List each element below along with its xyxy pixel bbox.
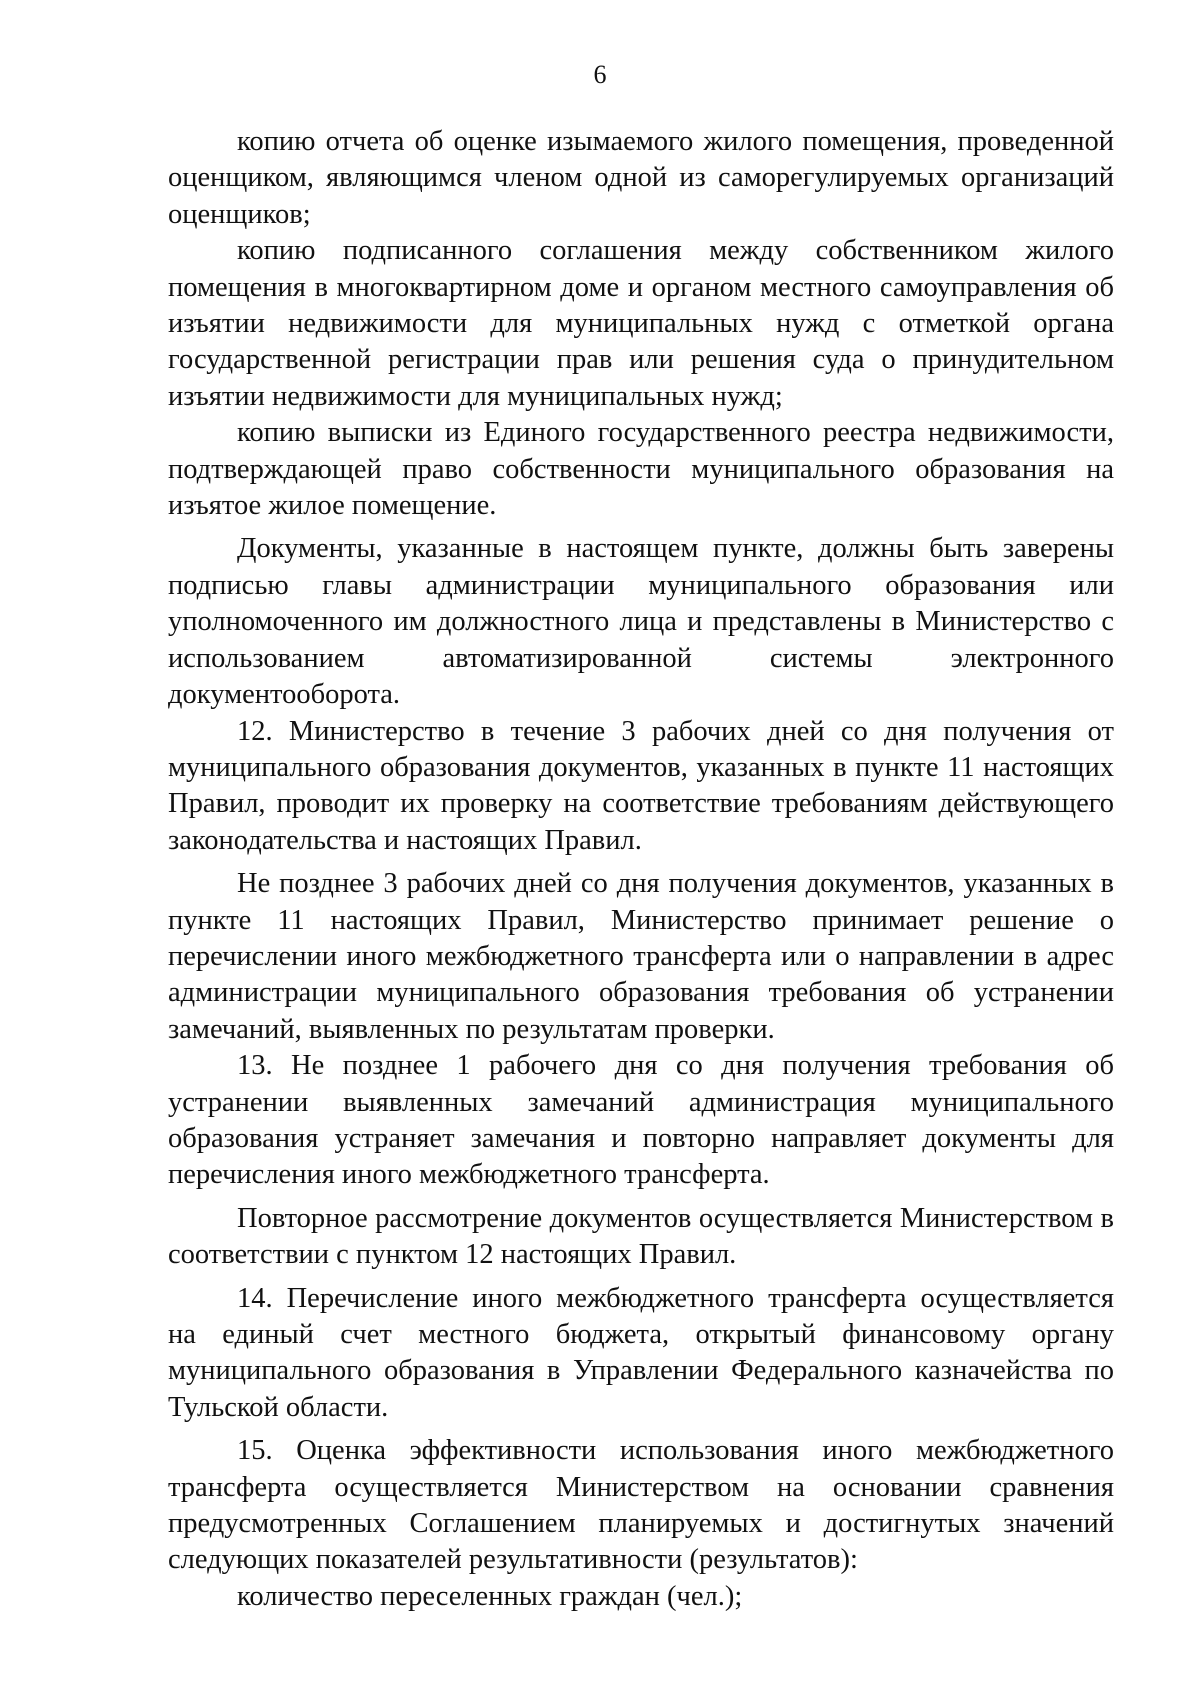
paragraph-repeat-review: Повторное рассмотрение документов осуществляется Министерством в соответствии с пунктом 12 настоящих Правил. [168,1202,1114,1271]
paragraph-registry-extract: копию выписки из Единого государственного реестра недвижимости, подтверждающей право собственности муниципального образования на изъятое жилое помещение. [168,417,1114,522]
paragraph-item-13: 13. Не позднее 1 рабочего дня со дня получения требования об устранении выявленных замечаний администрация муниципального образования устраняет замечания и повторно направляет документы для перечисления иного межбюджетного трансферта. [168,1050,1114,1191]
document-body [168,124,1114,1615]
paragraph-decision-deadline: Не позднее 3 рабочих дней со дня получения документов, указанных в пункте 11 настоящих Правил, Министерство принимает решение о перечислении иного межбюджетного трансферта или о направлении в адрес администрации муниципального образования требования об устранении замечаний, выявленных по результатам проверки. [168,868,1114,1045]
paragraph-report-copy: копию отчета об оценке изымаемого жилого помещения, проведенной оценщиком, являющимся членом одной из саморегулируемых организаций оценщиков; [168,126,1114,230]
paragraph-item-12: 12. Министерство в течение 3 рабочих дней со дня получения от муниципального образования документов, указанных в пункте 11 настоящих Правил, проводит их проверку на соответствие требованиям действующего законодательства и настоящих Правил. [168,715,1114,856]
paragraph-documents-certification: Документы, указанные в настоящем пункте, должны быть заверены подписью главы администрации муниципального образования или уполномоченного им должностного лица и представлены в Министерство с использованием автоматизированной системы электронного документооборота. [168,533,1114,711]
paragraph-item-15: 15. Оценка эффективности использования иного межбюджетного трансферта осуществляется Министерством на основании сравнения предусмотренных Соглашением планируемых и достигнутых значений следующих показателей результативности (результатов): [168,1435,1114,1576]
paragraph-item-14: 14. Перечисление иного межбюджетного трансферта осуществляется на единый счет местного бюджета, открытый финансовому органу муниципального образования в Управлении Федерального казначейства по Тульской области. [168,1282,1114,1423]
paragraph-agreement-copy: копию подписанного соглашения между собственником жилого помещения в многоквартирном доме и органом местного самоуправления об изъятии недвижимости для муниципальных нужд с отметкой органа государственной регистрации прав или решения суда о принудительном изъятии недвижимости для муниципальных нужд; [168,235,1114,412]
paragraph-indicator-resettled: количество переселенных граждан (чел.); [237,1580,743,1612]
page-number: 6 [593,60,607,89]
